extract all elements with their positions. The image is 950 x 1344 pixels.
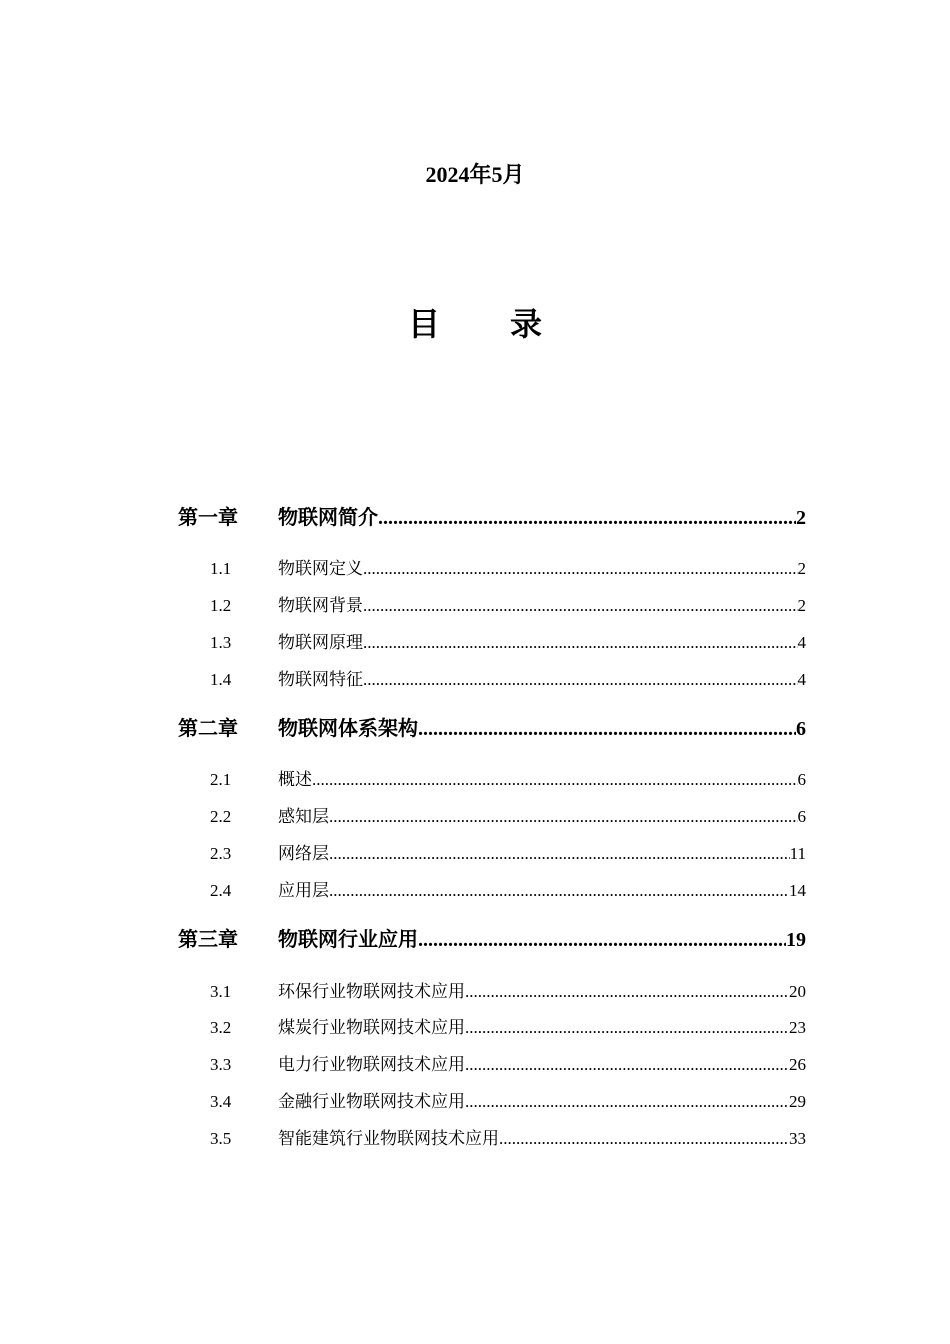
section-number: 2.2 — [210, 807, 232, 826]
toc-chapter-1[interactable] — [0, 505, 950, 531]
section-number: 2.1 — [210, 770, 232, 789]
toc-section-3-5[interactable] — [0, 1128, 950, 1150]
dot-leader — [418, 927, 786, 953]
page-number: 4 — [797, 670, 806, 689]
dot-leader — [499, 1128, 789, 1150]
page-number: 6 — [797, 770, 806, 789]
section-number: 2.3 — [210, 844, 232, 863]
toc-section-1-2[interactable] — [0, 595, 950, 617]
toc-chapter-2[interactable] — [0, 716, 950, 742]
section-title: 金融行业物联网技术应用 — [278, 1092, 465, 1111]
page-number: 2 — [797, 596, 806, 615]
section-title: 网络层 — [278, 844, 329, 863]
toc-section-2-2[interactable] — [0, 806, 950, 828]
section-title: 感知层 — [278, 807, 329, 826]
dot-leader — [378, 505, 796, 531]
page-number: 6 — [797, 807, 806, 826]
section-title: 物联网原理 — [278, 633, 363, 652]
dot-leader — [329, 806, 798, 828]
toc-section-2-4[interactable] — [0, 880, 950, 902]
dot-leader — [363, 558, 798, 580]
section-title: 概述 — [278, 770, 312, 789]
toc-section-3-1[interactable] — [0, 981, 950, 1003]
section-title: 智能建筑行业物联网技术应用 — [278, 1129, 499, 1148]
toc-heading-char-2: 录 — [510, 306, 543, 342]
page-number: 4 — [797, 633, 806, 652]
toc-section-1-4[interactable] — [0, 669, 950, 691]
chapter-number: 第二章 — [178, 718, 238, 740]
toc-section-2-3[interactable] — [0, 843, 950, 865]
chapter-number: 第三章 — [178, 929, 238, 951]
chapter-title: 物联网简介 — [278, 507, 378, 529]
toc-chapter-3[interactable] — [0, 927, 950, 953]
toc-section-1-3[interactable] — [0, 632, 950, 654]
section-number: 2.4 — [210, 881, 232, 900]
page-number: 23 — [789, 1018, 806, 1037]
section-title: 环保行业物联网技术应用 — [278, 982, 465, 1001]
section-number: 1.1 — [210, 559, 232, 578]
section-title: 物联网特征 — [278, 670, 363, 689]
section-number: 3.1 — [210, 982, 232, 1001]
page-number: 14 — [789, 881, 806, 900]
section-number: 3.5 — [210, 1129, 232, 1148]
page-number: 20 — [789, 982, 806, 1001]
dot-leader — [312, 769, 798, 791]
chapter-number: 第一章 — [178, 507, 238, 529]
dot-leader — [363, 595, 798, 617]
section-number: 1.2 — [210, 596, 232, 615]
toc-section-3-4[interactable] — [0, 1091, 950, 1113]
section-title: 物联网背景 — [278, 596, 363, 615]
section-number: 3.2 — [210, 1018, 232, 1037]
page-number: 29 — [789, 1092, 806, 1111]
page-number: 6 — [796, 718, 806, 740]
page-number: 2 — [796, 507, 806, 529]
section-title: 煤炭行业物联网技术应用 — [278, 1018, 465, 1037]
page-number: 26 — [789, 1055, 806, 1074]
toc-section-1-1[interactable] — [0, 558, 950, 580]
dot-leader — [363, 632, 798, 654]
section-number: 1.4 — [210, 670, 232, 689]
document-date: 2024年5月 — [425, 162, 525, 187]
dot-leader — [329, 880, 789, 902]
page-number: 33 — [789, 1129, 806, 1148]
chapter-title: 物联网体系架构 — [278, 718, 418, 740]
section-title: 应用层 — [278, 881, 329, 900]
section-number: 1.3 — [210, 633, 232, 652]
dot-leader — [418, 716, 796, 742]
section-title: 物联网定义 — [278, 559, 363, 578]
toc-heading-char-1: 目 — [408, 306, 441, 342]
dot-leader — [465, 1017, 789, 1039]
page-number: 2 — [797, 559, 806, 578]
dot-leader — [465, 1091, 789, 1113]
section-title: 电力行业物联网技术应用 — [278, 1055, 465, 1074]
toc-section-3-3[interactable] — [0, 1054, 950, 1076]
section-number: 3.3 — [210, 1055, 232, 1074]
dot-leader — [465, 1054, 789, 1076]
toc-section-2-1[interactable] — [0, 769, 950, 791]
page-number: 11 — [789, 844, 806, 863]
dot-leader — [329, 843, 790, 865]
dot-leader — [465, 981, 789, 1003]
dot-leader — [363, 669, 798, 691]
toc-section-3-2[interactable] — [0, 1017, 950, 1039]
page-number: 19 — [786, 929, 806, 951]
section-number: 3.4 — [210, 1092, 232, 1111]
chapter-title: 物联网行业应用 — [278, 929, 418, 951]
